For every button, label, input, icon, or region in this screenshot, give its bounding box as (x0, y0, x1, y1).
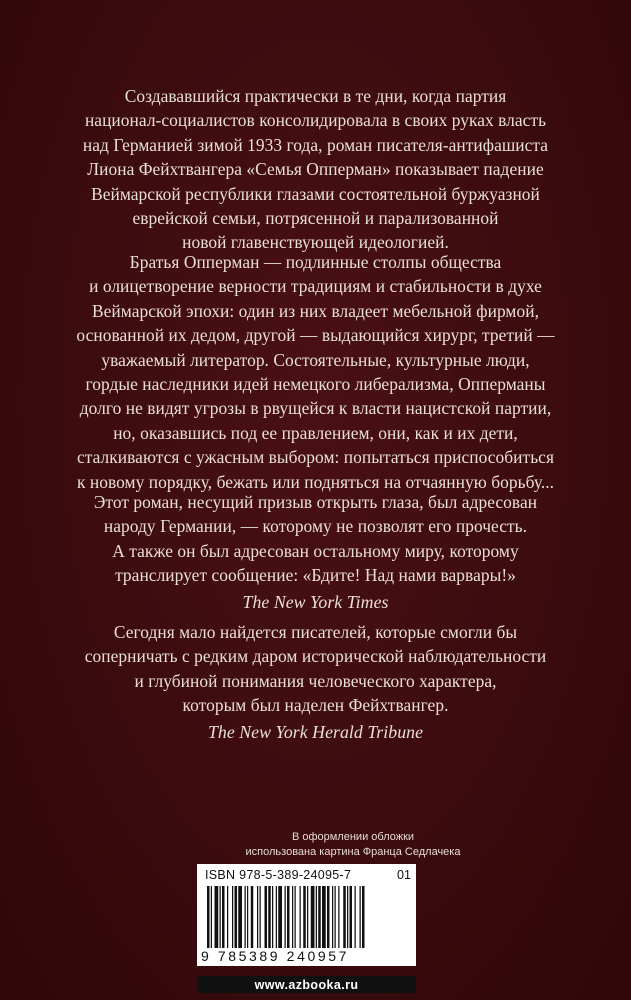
blurb-paragraph-2 (40, 250, 591, 494)
blurb-line: Лиона Фейхтвангера «Семья Опперман» показывает падение (87, 159, 544, 180)
quote-line: соперничать с редким даром исторической наблюдательности (84, 646, 547, 667)
cover-art-credit (188, 830, 518, 860)
blurb-line: национал-социалистов консолидировала в своих руках власть (84, 110, 547, 131)
quote-line: Этот роман, несущий призыв открыть глаза, был адресован (93, 492, 538, 512)
credit-line: В оформлении обложки (291, 831, 415, 843)
blurb-line: уважаемый литератор. Состоятельные, культурные люди, (101, 349, 530, 370)
quote-line: народу Германии, — которому не позволят его прочесть. (103, 516, 528, 537)
isbn-number: ISBN 978-5-389-24095-7 (205, 868, 352, 882)
isbn-addon: 01 (397, 868, 411, 882)
blurb-line: еврейской семьи, потрясенной и парализованной (132, 208, 499, 229)
quote-line: А также он был адресован остальному миру, которому (112, 540, 519, 561)
blurb-line: основанной их дедом, другой — выдающийся хирург, третий — (76, 325, 555, 346)
blurb-line: долго не видят угрозы в рвущейся к власти нацистской партии, (79, 398, 552, 419)
quote-source: The New York Times (242, 591, 389, 612)
blurb-line: Веймарской эпохи: один из них владеет мебельной фирмой, (91, 300, 539, 321)
barcode-digits: 9 785389 240957 (201, 948, 349, 964)
quote-line: транслирует сообщение: «Бдите! Над нами варвары!» (115, 565, 516, 586)
blurb-paragraph-1 (40, 84, 591, 255)
blurb-line: новой главенствующей идеологией. (182, 232, 449, 253)
blurb-line: и олицетворение верности традициям и стабильности в духе (89, 276, 542, 297)
blurb-line: сталкиваются с ужасным выбором: попытаться приспособиться (77, 447, 554, 468)
publisher-website: www.azbooka.ru (197, 976, 416, 993)
blurb-line: Создававшийся практически в те дни, когда партия (124, 86, 507, 106)
blurb-line: к новому порядку, бежать или подняться на отчаянную борьбу... (76, 471, 555, 492)
quote-line: и глубиной понимания человеческого характера, (134, 670, 497, 691)
review-quote-2 (40, 620, 591, 744)
blurb-line: над Германией зимой 1933 года, роман писателя-антифашиста (82, 134, 549, 155)
credit-line: использована картина Франца Седлачека (245, 846, 461, 858)
quote-line: Сегодня мало найдется писателей, которые смогли бы (113, 622, 518, 642)
blurb-line: но, оказавшись под ее правлением, они, как и их дети, (113, 422, 518, 443)
blurb-line: Братья Опперман — подлинные столпы общества (129, 252, 502, 272)
quote-source: The New York Herald Tribune (207, 721, 424, 742)
blurb-line: гордые наследники идей немецкого либерализма, Опперманы (85, 374, 546, 395)
review-quote-1 (40, 490, 591, 614)
barcode-bars-icon (207, 886, 407, 948)
quote-line: которым был наделен Фейхтвангер. (182, 695, 449, 716)
isbn-barcode (197, 864, 416, 966)
blurb-line: Веймарской республики глазами состоятельной буржуазной (91, 183, 540, 204)
